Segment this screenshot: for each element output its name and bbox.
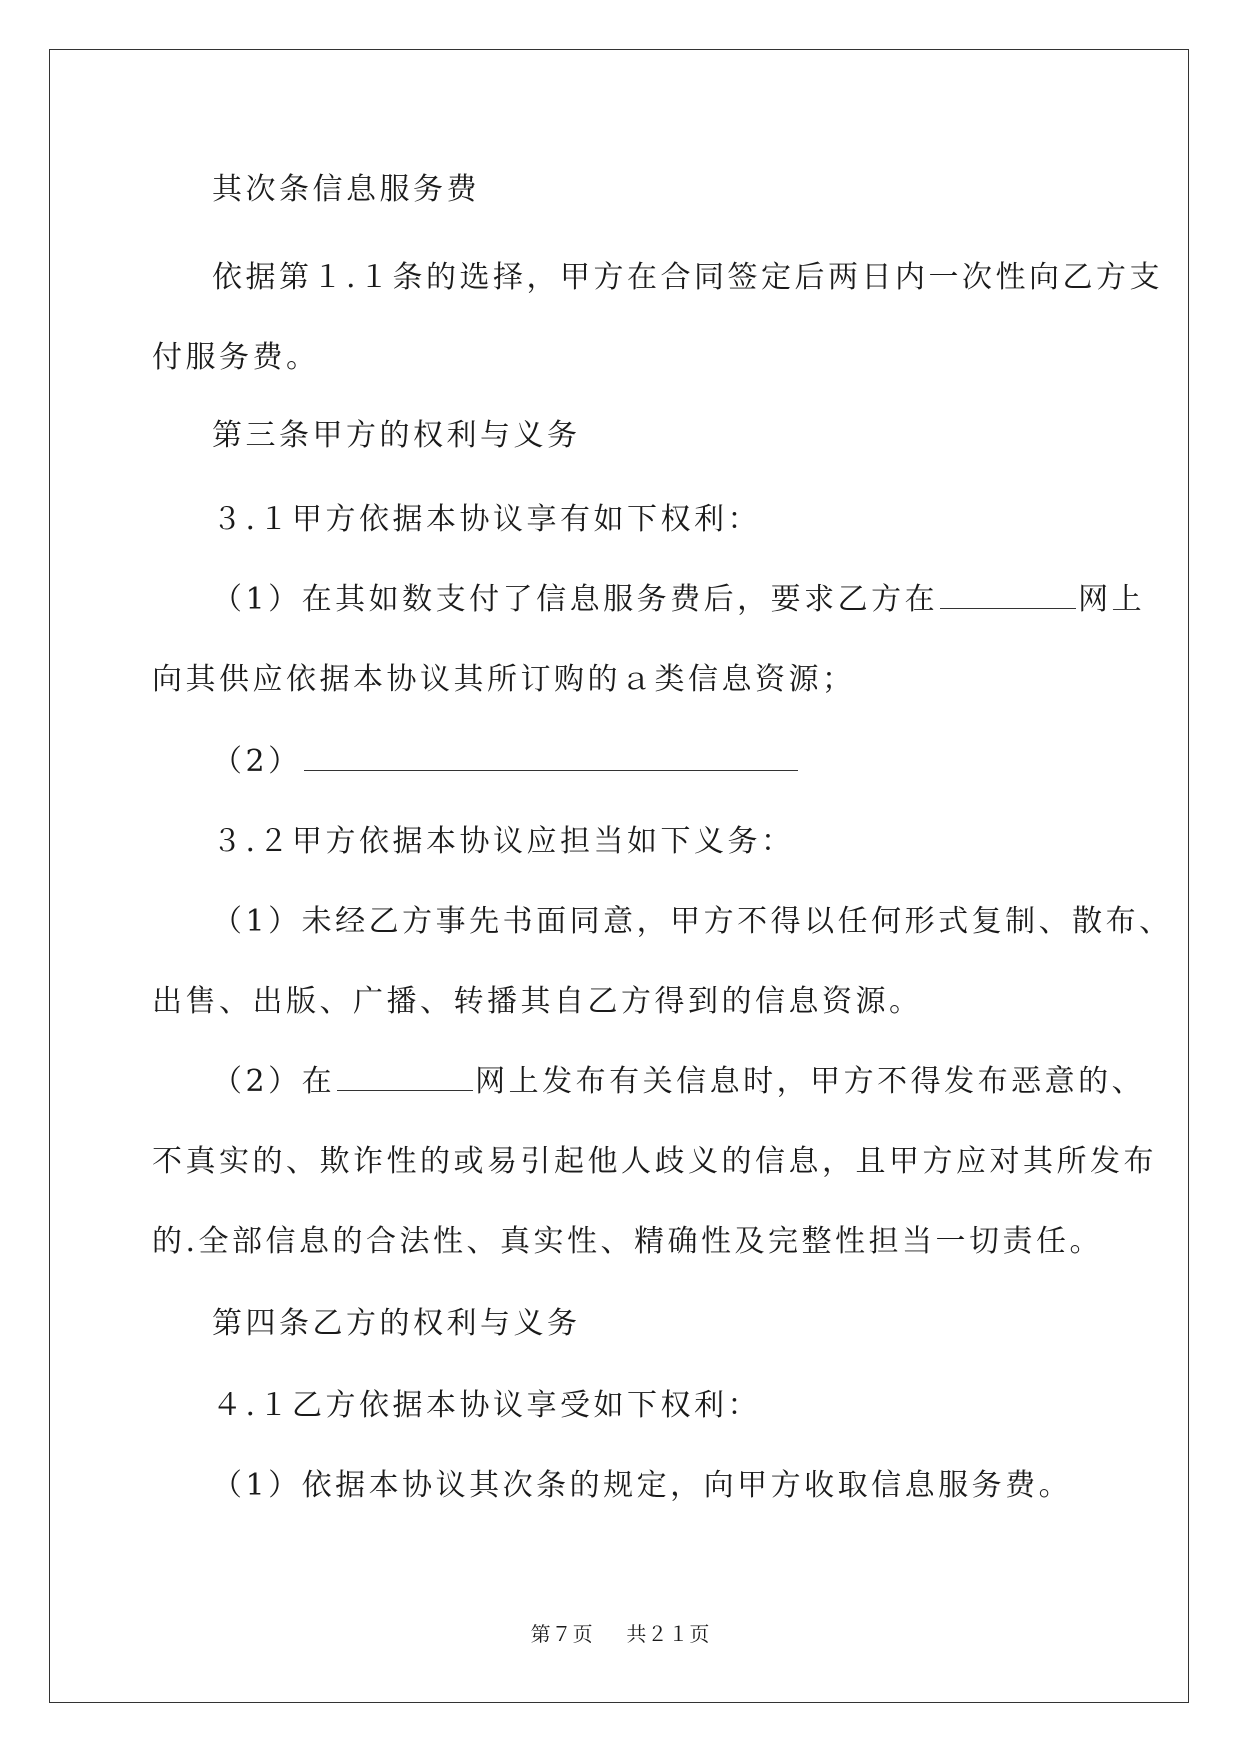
paragraph-line	[212, 744, 800, 780]
text-segment: 网上	[1078, 582, 1146, 617]
page-footer	[0, 1618, 1241, 1647]
paragraph-line: ３.２甲方依据本协议应担当如下义务：	[212, 824, 795, 859]
page-border	[49, 49, 1189, 1703]
page-number: 第７页	[530, 1622, 594, 1646]
paragraph-line: 的.全部信息的合法性、真实性、精确性及完整性担当一切责任。	[152, 1224, 1104, 1259]
paragraph-line: 出售、出版、广播、转播其自乙方得到的信息资源。	[152, 984, 923, 1019]
paragraph-line: 向其供应依据本协议其所订购的ａ类信息资源；	[152, 662, 856, 697]
paragraph-line: 付服务费。	[152, 340, 320, 375]
text-segment: 网上发布有关信息时，甲方不得发布恶意的、	[475, 1064, 1146, 1099]
paragraph-line: （1）未经乙方事先书面同意，甲方不得以任何形式复制、散布、	[212, 904, 1173, 939]
fill-blank	[337, 1064, 473, 1091]
paragraph-line: ４.１乙方依据本协议享受如下权利：	[212, 1388, 762, 1423]
fill-blank	[940, 582, 1076, 609]
text-segment: （2）	[212, 744, 302, 779]
text-segment: （2）在	[212, 1064, 336, 1099]
paragraph-line: 依据第１.１条的选择，甲方在合同签定后两日内一次性向乙方支	[212, 260, 1164, 295]
text-segment: （1）在其如数支付了信息服务费后，要求乙方在	[212, 582, 939, 617]
page-total: 共２１页	[626, 1622, 711, 1646]
clause-4-heading: 第四条乙方的权利与义务	[212, 1306, 581, 1341]
fill-blank	[304, 744, 798, 771]
clause-2-heading: 其次条信息服务费	[212, 172, 480, 207]
paragraph-line: 不真实的、欺诈性的或易引起他人歧义的信息，且甲方应对其所发布	[152, 1144, 1157, 1179]
paragraph-line	[212, 1064, 1145, 1100]
clause-3-heading: 第三条甲方的权利与义务	[212, 418, 581, 453]
paragraph-line	[212, 582, 1145, 618]
paragraph-line: ３.１甲方依据本协议享有如下权利：	[212, 502, 762, 537]
paragraph-line: （1）依据本协议其次条的规定，向甲方收取信息服务费。	[212, 1468, 1073, 1503]
